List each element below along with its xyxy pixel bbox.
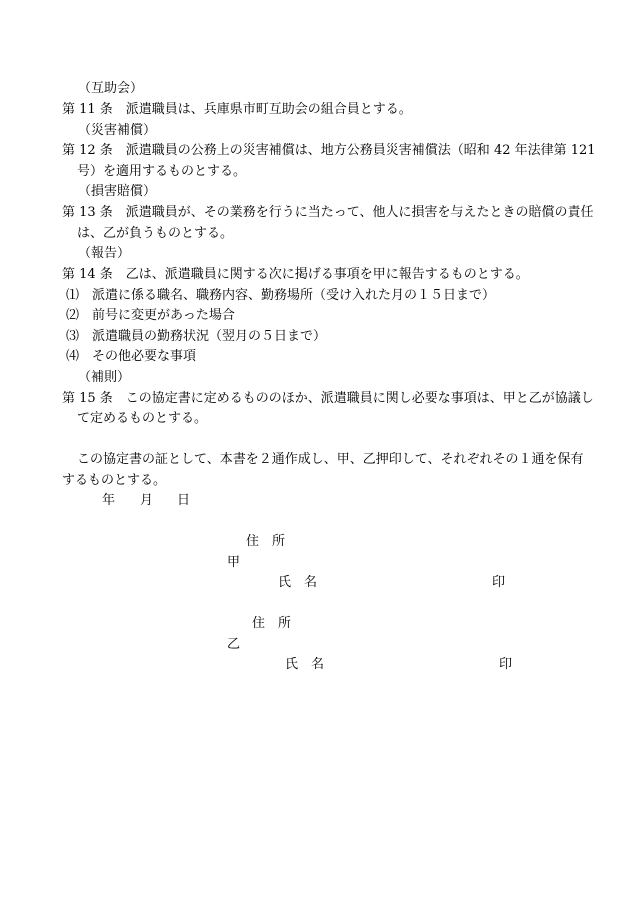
closing-line-2: するものとする。 bbox=[62, 473, 167, 488]
list-item-4: ⑷ その他必要な事項 bbox=[66, 349, 197, 364]
party-b-address-label: 住 所 bbox=[252, 616, 292, 631]
article-13-line-1: 第 13 条 派遣職員が、その業務を行うに当たって、他人に損害を与えたときの賠償の責任 bbox=[62, 205, 594, 220]
party-a-label: 甲 bbox=[227, 555, 241, 570]
party-a-name-label: 氏 名 bbox=[278, 575, 318, 590]
article-12-line-1: 第 12 条 派遣職員の公務上の災害補償は、地方公務員災害補償法（昭和 42 年法律第 121 bbox=[62, 143, 596, 158]
closing-line-1: この協定書の証として、本書を２通作成し、甲、乙押印して、それぞれその１通を保有 bbox=[77, 452, 584, 467]
date-day: 日 bbox=[177, 493, 191, 508]
caption-accident-compensation: （災害補償） bbox=[78, 123, 157, 138]
list-item-2: ⑵ 前号に変更があった場合 bbox=[66, 308, 235, 323]
list-item-3: ⑶ 派遣職員の勤務状況（翌月の５日まで） bbox=[66, 329, 327, 344]
party-a-seal: 印 bbox=[492, 575, 506, 590]
article-13-line-2: は、乙が負うものとする。 bbox=[77, 226, 234, 241]
party-b-name-label: 氏 名 bbox=[285, 657, 325, 672]
article-11: 第 11 条 派遣職員は、兵庫県市町互助会の組合員とする。 bbox=[62, 102, 412, 117]
caption-mutual-aid: （互助会） bbox=[78, 81, 144, 96]
party-a-address-label: 住 所 bbox=[246, 534, 286, 549]
date-month: 月 bbox=[140, 493, 154, 508]
article-14: 第 14 条 乙は、派遣職員に関する次に掲げる事項を甲に報告するものとする。 bbox=[62, 267, 529, 282]
caption-supplementary: （補則） bbox=[78, 370, 131, 385]
article-12-line-2: 号）を適用するものとする。 bbox=[77, 164, 247, 179]
article-15-line-1: 第 15 条 この協定書に定めるもののほか、派遣職員に関し必要な事項は、甲と乙が協議し bbox=[62, 391, 594, 406]
list-item-1: ⑴ 派遣に係る職名、職務内容、勤務場所（受け入れた月の１５日まで） bbox=[66, 288, 496, 303]
party-b-seal: 印 bbox=[499, 657, 513, 672]
caption-damages: （損害賠償） bbox=[78, 184, 157, 199]
caption-report: （報告） bbox=[78, 246, 131, 261]
article-15-line-2: て定めるものとする。 bbox=[77, 411, 208, 426]
date-year: 年 bbox=[102, 493, 116, 508]
party-b-label: 乙 bbox=[227, 637, 241, 652]
